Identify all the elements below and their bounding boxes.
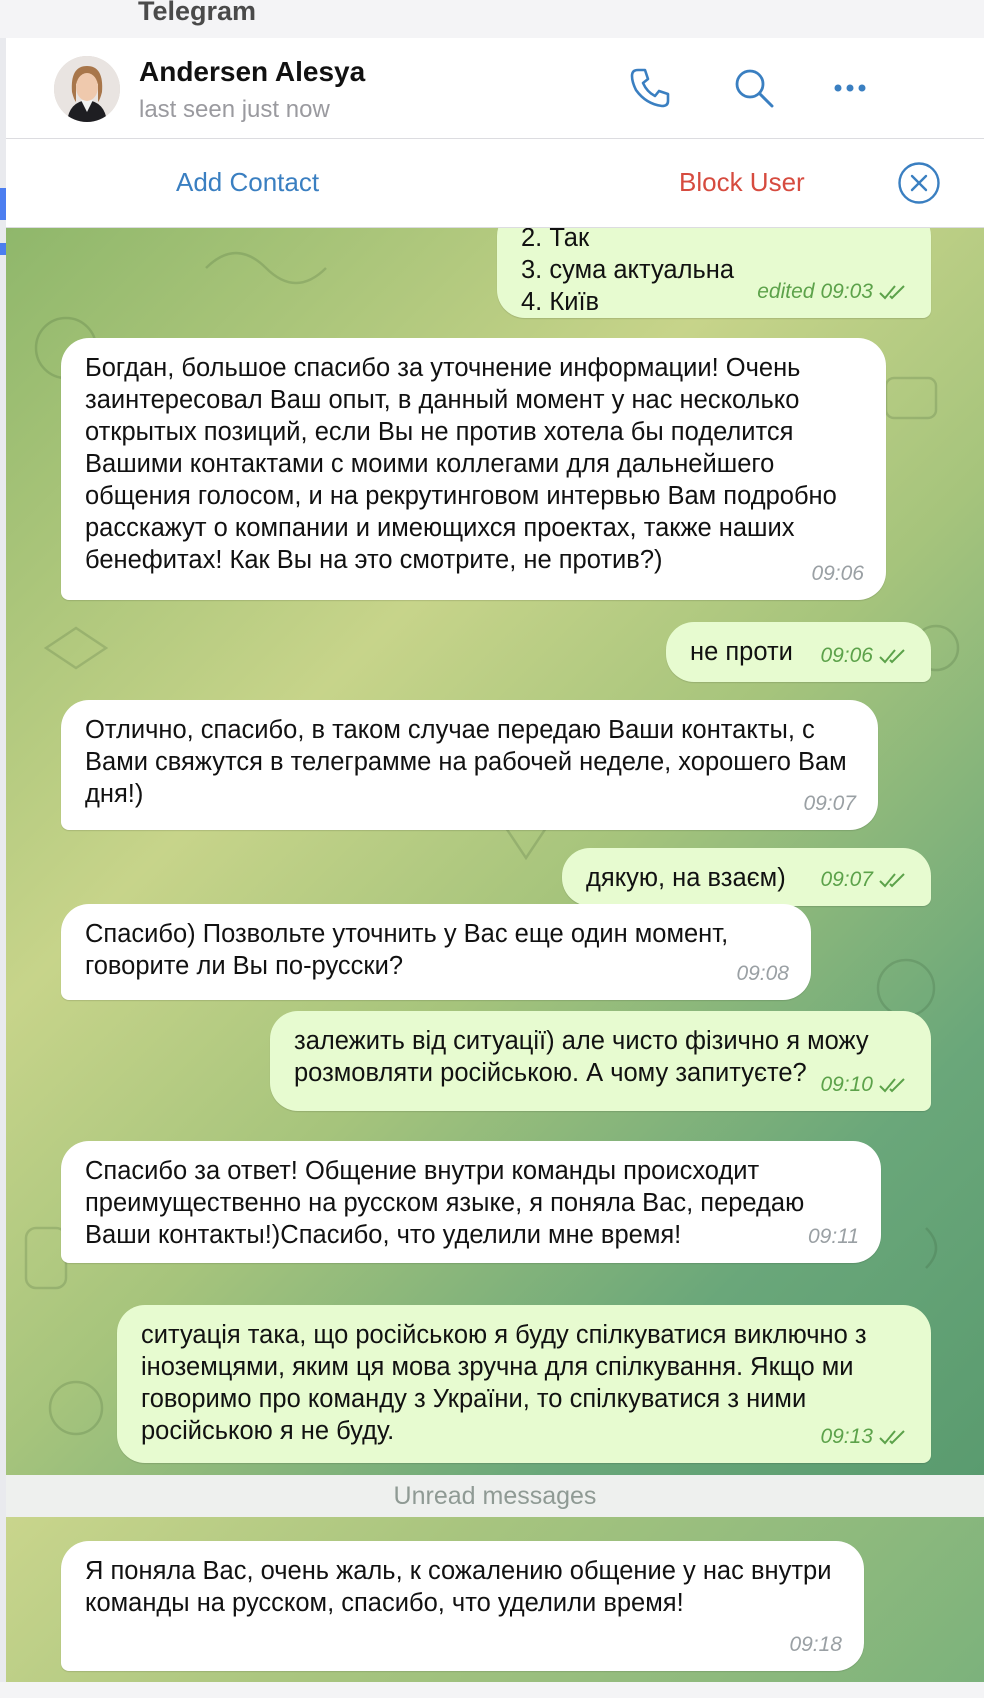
contact-action-bar — [6, 139, 984, 228]
message-bubble-outgoing[interactable] — [497, 228, 931, 318]
message-list[interactable] — [6, 228, 984, 1475]
double-check-icon — [879, 283, 909, 301]
message-time: 09:06 — [820, 644, 873, 667]
add-contact-button[interactable]: Add Contact — [176, 167, 320, 197]
unread-messages-divider: Unread messages — [6, 1475, 984, 1517]
more-icon[interactable] — [826, 64, 874, 112]
message-text: дякую, на взаєм) — [586, 864, 786, 892]
message-list-unread[interactable] — [6, 1517, 984, 1682]
message-text: 2. Так 3. сума актуальна 4. Київ — [521, 228, 735, 316]
message-bubble-incoming[interactable] — [61, 904, 811, 1000]
message-bubble-outgoing[interactable] — [117, 1305, 931, 1463]
message-bubble-outgoing[interactable] — [666, 622, 931, 682]
message-text: ситуація така, що російською я буду спілкуватися виключно з іноземцями, яким ця мова зручна для спілкування. Якщо ми говоримо про команду з України, то спілкуватися з ними російською я не буду. — [141, 1321, 867, 1445]
message-bubble-incoming[interactable] — [61, 1141, 881, 1263]
message-time: 09:13 — [820, 1425, 873, 1448]
contact-name[interactable]: Andersen Alesya — [139, 56, 366, 87]
search-icon[interactable] — [730, 64, 778, 112]
app-title: Telegram — [138, 0, 257, 26]
edited-label: edited — [757, 280, 815, 303]
message-meta — [757, 276, 909, 308]
block-user-button[interactable]: Block User — [679, 167, 805, 197]
message-time: 09:07 — [803, 792, 856, 815]
double-check-icon — [879, 871, 909, 889]
phone-icon[interactable] — [626, 64, 674, 112]
message-text: Спасибо за ответ! Общение внутри команды происходит преимущественно на русском языке, я поняла Вас, передаю Ваши контакты!)Спасибо, что уделили мне время! — [85, 1157, 805, 1249]
double-check-icon — [879, 647, 909, 665]
message-time: 09:11 — [808, 1225, 859, 1248]
message-text: залежить від ситуації) але чисто фізично я можу розмовляти російською. А чому запитуєте? — [294, 1027, 869, 1087]
message-meta — [808, 1221, 859, 1253]
message-text: не проти — [690, 638, 793, 666]
message-bubble-outgoing[interactable] — [562, 848, 931, 906]
message-time: 09:03 — [820, 280, 873, 303]
message-text: Богдан, большое спасибо за уточнение информации! Очень заинтересовал Ваш опыт, в данный момент у нас несколько открытых позиций, если Вы не против хотела бы поделится Вашими контактами с моими коллегами для дальнейшего общения голосом, и на рекрутинговом интервью Вам подробно расскажут о компании и имеющихся проектах, также наших бенефитах! Как Вы на это смотрите, не против?) — [85, 354, 837, 574]
message-meta — [811, 558, 864, 590]
message-meta — [820, 1069, 909, 1101]
close-circle-icon[interactable] — [897, 161, 941, 205]
message-time: 09:08 — [736, 962, 789, 985]
bottom-bar — [0, 1682, 984, 1698]
message-bubble-incoming[interactable] — [61, 1541, 864, 1671]
window-titlebar — [0, 0, 984, 39]
message-meta — [820, 864, 909, 896]
message-bubble-incoming[interactable] — [61, 338, 886, 600]
message-bubble-outgoing[interactable] — [270, 1011, 931, 1111]
message-meta — [736, 958, 789, 990]
message-time: 09:10 — [820, 1073, 873, 1096]
message-bubble-incoming[interactable] — [61, 700, 878, 830]
message-time: 09:07 — [820, 868, 873, 891]
message-text: Отлично, спасибо, в таком случае передаю Ваши контакты, с Вами свяжутся в телеграмме на рабочей неделе, хорошего Вам дня!) — [85, 716, 847, 808]
message-text: Я поняла Вас, очень жаль, к сожалению общение у нас внутри команды на русском, спасибо, что уделили время! — [85, 1557, 832, 1617]
contact-status: last seen just now — [139, 96, 330, 123]
double-check-icon — [879, 1076, 909, 1094]
double-check-icon — [879, 1428, 909, 1446]
message-meta — [820, 640, 909, 672]
message-meta — [789, 1629, 842, 1661]
message-time: 09:06 — [811, 562, 864, 585]
message-time: 09:18 — [789, 1633, 842, 1656]
message-meta — [803, 788, 856, 820]
message-meta — [820, 1421, 909, 1453]
message-text: Спасибо) Позвольте уточнить у Вас еще один момент, говорите ли Вы по-русски? — [85, 920, 729, 980]
chat-header — [6, 38, 984, 139]
avatar[interactable] — [54, 56, 120, 122]
